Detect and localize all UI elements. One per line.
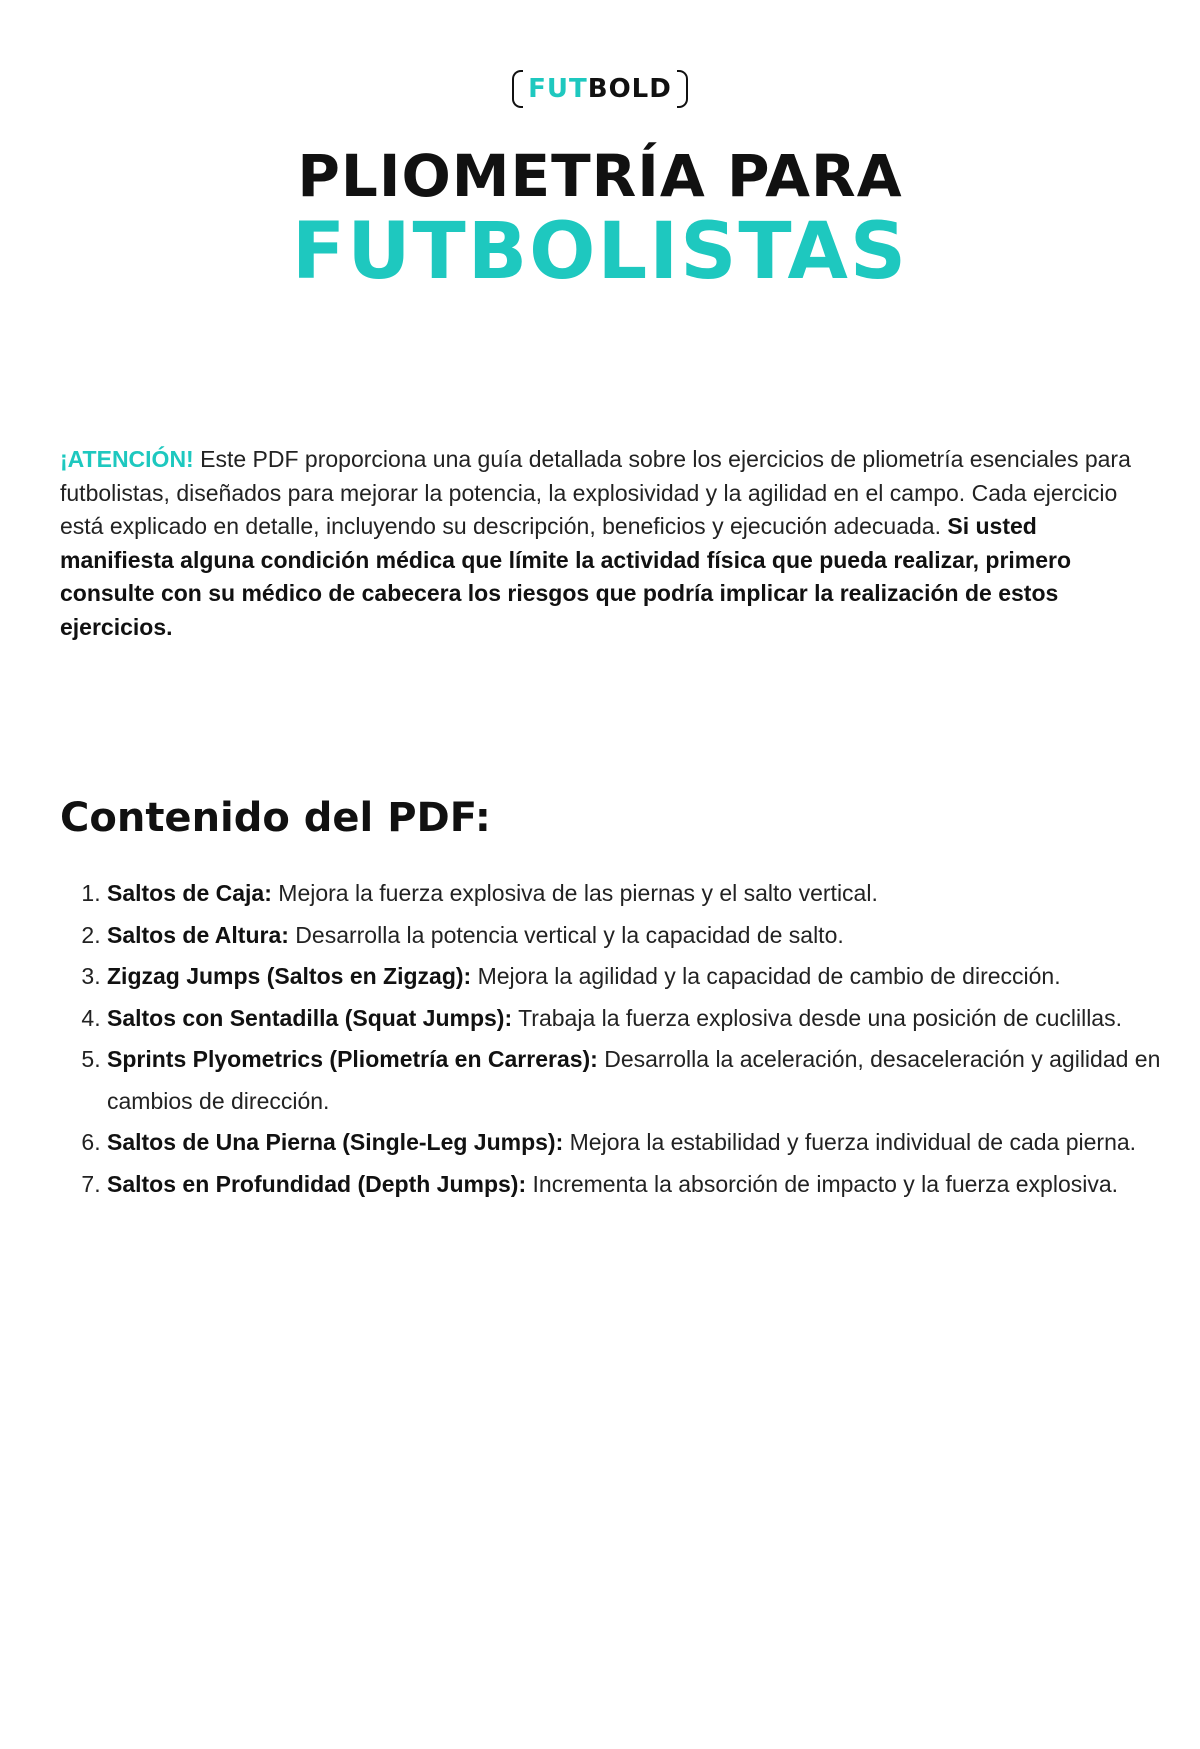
toc-item (107, 1122, 1187, 1164)
toc-item (107, 1039, 1187, 1122)
title-line-1: PLIOMETRÍA PARA (297, 142, 903, 210)
toc-item (107, 998, 1187, 1040)
logo-text-bold: BOLD (587, 74, 672, 104)
toc-item-title: Saltos de Una Pierna (Single-Leg Jumps): (107, 1129, 564, 1155)
toc-item (107, 873, 1187, 915)
toc-item-description: Incrementa la absorción de impacto y la fuerza explosiva. (526, 1170, 1119, 1197)
brand-logo (512, 70, 688, 108)
toc-item-title: Saltos de Altura: (107, 921, 289, 948)
logo-text-fut: FUT (528, 74, 588, 104)
attention-notice (60, 443, 1145, 644)
attention-label: ¡ATENCIÓN! (60, 446, 194, 472)
toc-item (107, 915, 1187, 957)
toc-item (107, 1164, 1187, 1206)
toc-item (107, 956, 1187, 998)
toc-item-description: Desarrolla la aceleración, desaceleración y agilidad en cambios de dirección. (107, 1046, 1161, 1114)
toc-item-title: Zigzag Jumps (Saltos en Zigzag): (107, 963, 472, 989)
medical-warning: Si usted manifiesta alguna condición médica que límite la actividad física que pueda realizar, primero consulte con su médico de cabecera los riesgos que podría implicar la realización de estos ejercicios. (60, 513, 1072, 640)
toc-item-title: Saltos con Sentadilla (Squat Jumps): (107, 1004, 513, 1031)
notice-body: Este PDF proporciona una guía detallada sobre los ejercicios de pliometría esenciales para futbolistas, diseñados para mejorar la potencia, la explosividad y la agilidad en el campo. Cada ejercicio está explicado en detalle, incluyendo su descripción, beneficios y ejecución adecuada. (60, 446, 1131, 539)
document-title (0, 142, 1200, 297)
logo-container (0, 70, 1200, 108)
toc-list (60, 873, 1187, 1205)
toc-item-description: Mejora la agilidad y la capacidad de cambio de dirección. (471, 963, 1061, 989)
toc-item-description: Mejora la estabilidad y fuerza individual de cada pierna. (563, 1129, 1137, 1155)
toc-heading: Contenido del PDF: (60, 795, 491, 841)
toc-item-description: Trabaja la fuerza explosiva desde una posición de cuclillas. (512, 1004, 1122, 1031)
title-line-2: FUTBOLISTAS (291, 207, 909, 297)
toc-item-title: Sprints Plyometrics (Pliometría en Carreras): (107, 1046, 598, 1072)
toc-item-description: Mejora la fuerza explosiva de las piernas y el salto vertical. (271, 880, 878, 906)
toc-item-description: Desarrolla la potencia vertical y la capacidad de salto. (288, 921, 844, 948)
toc-item-title: Saltos en Profundidad (Depth Jumps): (107, 1170, 527, 1197)
toc-item-title: Saltos de Caja: (107, 880, 272, 906)
